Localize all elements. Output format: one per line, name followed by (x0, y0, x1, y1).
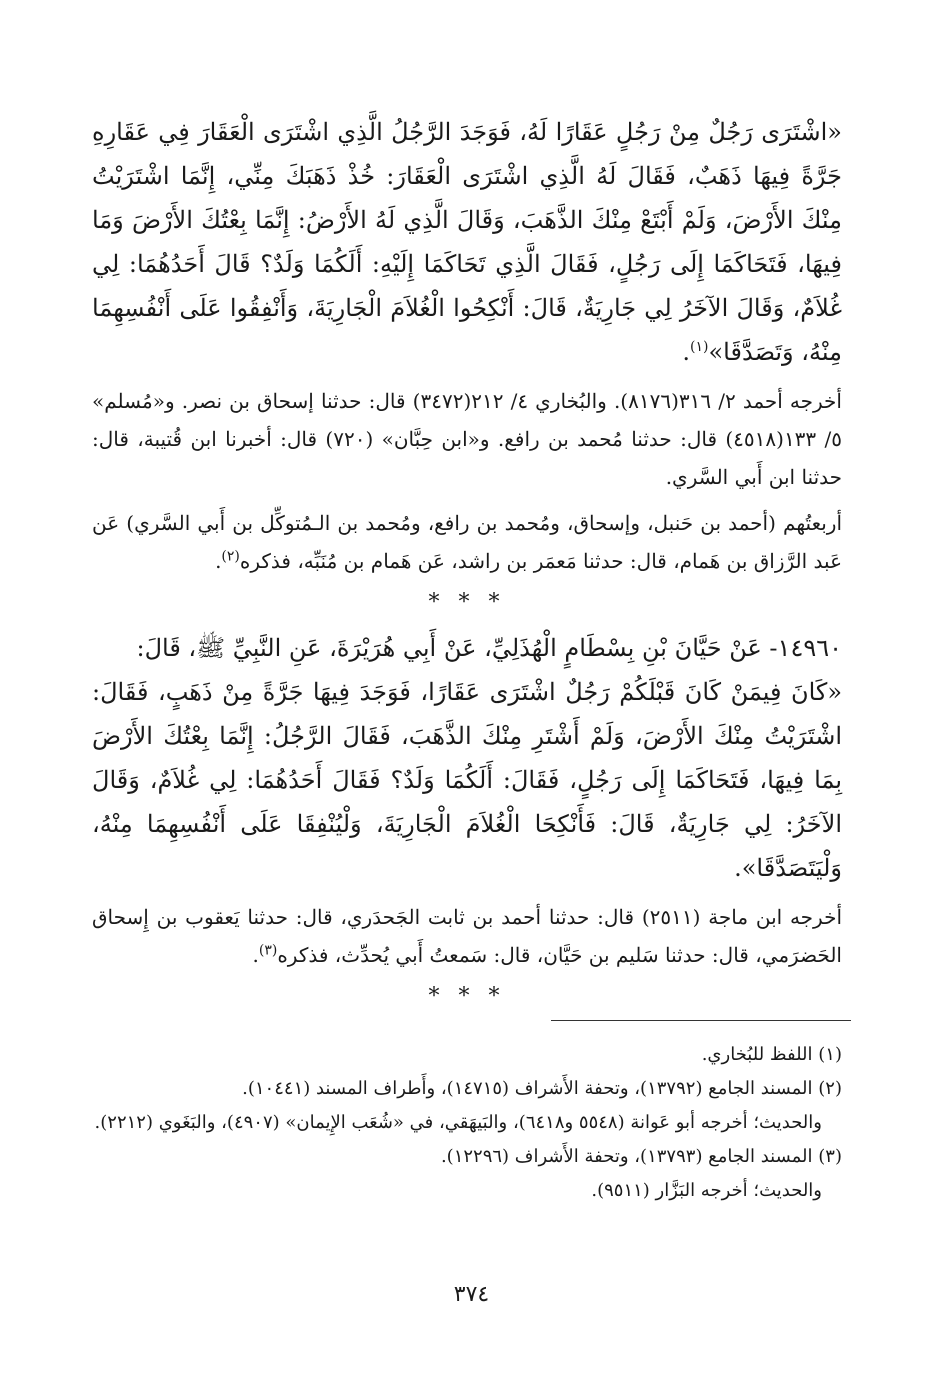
section-separator-2: * * * (428, 984, 506, 1009)
footnote-2-continuation: والحديث؛ أخرجه أبو عَوانة (٥٥٤٨ و٦٤١٨)، والبَيهَقي، في «شُعَب الإِيمان» (٤٩٠٧)، والبَغَوي (٢٢١٢). (94, 1112, 822, 1133)
section-separator: * * * (428, 590, 506, 615)
takhrij-paragraph-3: أخرجه ابن ماجة (٢٥١١) قال: حدثنا أحمد بن ثابت الجَحدَري، قال: حدثنا يَعقوب بن إِسحاق الحَضرَمي، قال: حدثنا سَليم بن حَيَّان، قال: سَمعتُ أَبي يُحدِّث، فذكره$^{(٣)}$. (92, 905, 842, 967)
footnotes (92, 1038, 842, 1208)
takhrij-paragraph-1: أخرجه أحمد ٢/ ٣١٦(٨١٧٦). والبُخاري ٤/ ٢١٢(٣٤٧٢) قال: حدثنا إسحاق بن نصر. و«مُسلم» ٥/ ١٣٣(٤٥١٨) قال: حدثنا مُحمد بن رافع. و«ابن حِبَّان» (٧٢٠) قال: أخبرنا ابن قُتيبة، قال: حدثنا ابن أَبي السَّري. (92, 389, 842, 489)
footnote-1: (١) اللفظ للبُخاري. (701, 1044, 842, 1065)
footnote-3: (٣) المسند الجامع (١٣٧٩٣)، وتحفة الأَشراف (١٢٢٩٦). (440, 1146, 842, 1167)
footnote-ref-3[interactable]: (٣) (258, 942, 278, 959)
page-body (92, 110, 842, 1020)
hadith-text-2: «كَانَ فِيمَنْ كَانَ قَبْلَكُمْ رَجُلٌ اشْتَرَى عَقَارًا، فَوَجَدَ فِيهَا جَرَّةً مِنْ ذَهَبٍ، فَقَالَ: اشْتَرَيْتُ مِنْكَ الأَرْضَ، وَلَمْ أَشْتَرِ مِنْكَ الذَّهَبَ، فَقَالَ الرَّجُلُ: إِنَّمَا بِعْتُكَ الأَرْضَ بِمَا فِيهَا، فَتَحَاكَمَا إِلَى رَجُلٍ، فَقَالَ: أَلَكُمَا وَلَدٌ؟ فَقَالَ أَحَدُهُمَا: لِي غُلاَمٌ، وَقَالَ الآخَرُ: لِي جَارِيَةٌ، قَالَ: فَأَنْكِحَا الْغُلاَمَ الْجَارِيَةَ، وَلْيُنْفِقَا عَلَى أَنْفُسِهِمَا مِنْهُ، وَلْيَتَصَدَّقَا». (92, 678, 842, 882)
hadith-text-1: «اشْتَرَى رَجُلٌ مِنْ رَجُلٍ عَقَارًا لَهُ، فَوَجَدَ الرَّجُلُ الَّذِي اشْتَرَى الْعَقَارَ فِي عَقَارِهِ جَرَّةً فِيهَا ذَهَبٌ، فَقَالَ لَهُ الَّذِي اشْتَرَى الْعَقَارَ: خُذْ ذَهَبَكَ مِنِّي، إِنَّمَا اشْتَرَيْتُ مِنْكَ الأَرْضَ، وَلَمْ أَبْتَعْ مِنْكَ الذَّهَبَ، وَقَالَ الَّذِي لَهُ الأَرْضُ: إِنَّمَا بِعْتُكَ الأَرْضَ وَمَا فِيهَا، فَتَحَاكَمَا إِلَى رَجُلٍ، فَقَالَ الَّذِي تَحَاكَمَا إِلَيْهِ: أَلَكُمَا وَلَدٌ؟ قَالَ أَحَدُهُمَا: لِي غُلاَمٌ، وَقَالَ الآخَرُ لِي جَارِيَةٌ، قَالَ: أَنْكِحُوا الْغُلاَمَ الْجَارِيَةَ، وَأَنْفِقُوا عَلَى أَنْفُسِهِمَا مِنْهُ، وَتَصَدَّقَا»$^{(١)}$. (92, 118, 842, 366)
hadith-heading-14960: ١٤٩٦٠- عَنْ حَيَّانَ بْنِ بِسْطَامٍ الْهُذَلِيِّ، عَنْ أَبِي هُرَيْرَةَ، عَنِ النَّبِيِّ ﷺ، قَالَ: (136, 634, 842, 662)
page-number: ٣٧٤ (453, 1282, 490, 1307)
footnote-ref-2[interactable]: (٢) (221, 548, 240, 565)
footnote-ref-1[interactable]: (١) (690, 339, 709, 355)
takhrij-paragraph-2: أربعتُهم (أحمد بن حَنبل، وإسحاق، ومُحمد بن رافع، ومُحمد بن الـمُتوكِّل بن أَبي السَّري) عَن عَبد الرَّزاق بن هَمام، قال: حدثنا مَعمَر بن راشد، عَن هَمام بن مُنَبِّه، فذكره$^{(٢)}$. (92, 511, 842, 573)
footnote-2: (٢) المسند الجامع (١٣٧٩٢)، وتحفة الأَشراف (١٤٧١٥)، وأَطراف المسند (١٠٤٤١). (242, 1078, 842, 1099)
footnote-3-continuation: والحديث؛ أخرجه البَزَّار (٩٥١١). (591, 1180, 822, 1201)
footnote-divider (551, 1020, 851, 1021)
